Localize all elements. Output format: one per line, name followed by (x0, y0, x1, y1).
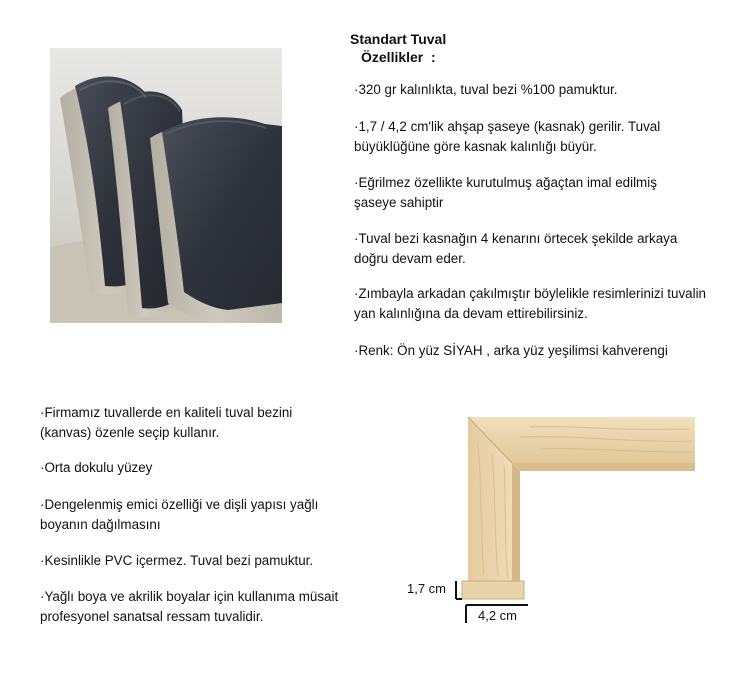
feature-texture: ·Orta dokulu yüzey (40, 460, 153, 475)
feature-weight: ·320 gr kalınlıkta, tuval bezi %100 pamuktur. (354, 82, 618, 97)
feature-frame-size: ·1,7 / 4,2 cm'lik ahşap şaseye (kasnak) gerilir. Tuval büyüklüğüne göre kasnak kalınlığı büyür. (354, 119, 661, 154)
feature-professional: ·Yağlı boya ve akrilik boyalar için kullanıma müsait profesyonel sanatsal ressam tuvalidir. (40, 589, 339, 624)
product-title: Standart Tuval (350, 31, 447, 47)
feature-quality: ·Firmamız tuvallerde en kaliteli tuval bezini (kanvas) özenle seçip kullanır. (40, 405, 293, 440)
feature-edge-wrap: ·Tuval bezi kasnağın 4 kenarını örtecek şekilde arkaya doğru devam eder. (354, 231, 678, 266)
frame-width-label: 4,2 cm (478, 608, 518, 623)
wooden-frame-image (400, 405, 720, 635)
features-heading: Özellikler : (361, 49, 436, 65)
canvas-fabric-image (50, 48, 282, 323)
frame-height-label: 1,7 cm (407, 581, 447, 596)
feature-stapled-back: ·Zımbayla arkadan çakılmıştır böylelikle resimlerinizi tuvalin yan kalınlığına da devam ettirebilirsiniz. (354, 286, 706, 321)
feature-no-pvc: ·Kesinlikle PVC içermez. Tuval bezi pamuktur. (40, 553, 314, 568)
feature-warp-resistant: ·Eğrilmez özellikte kurutulmuş ağaçtan imal edilmiş şaseye sahiptir (354, 175, 657, 210)
feature-absorbency: ·Dengelenmiş emici özelliği ve dişli yapısı yağlı boyanın dağılmasını (40, 497, 319, 532)
feature-color: ·Renk: Ön yüz SİYAH , arka yüz yeşilimsi kahverengi (354, 343, 668, 358)
